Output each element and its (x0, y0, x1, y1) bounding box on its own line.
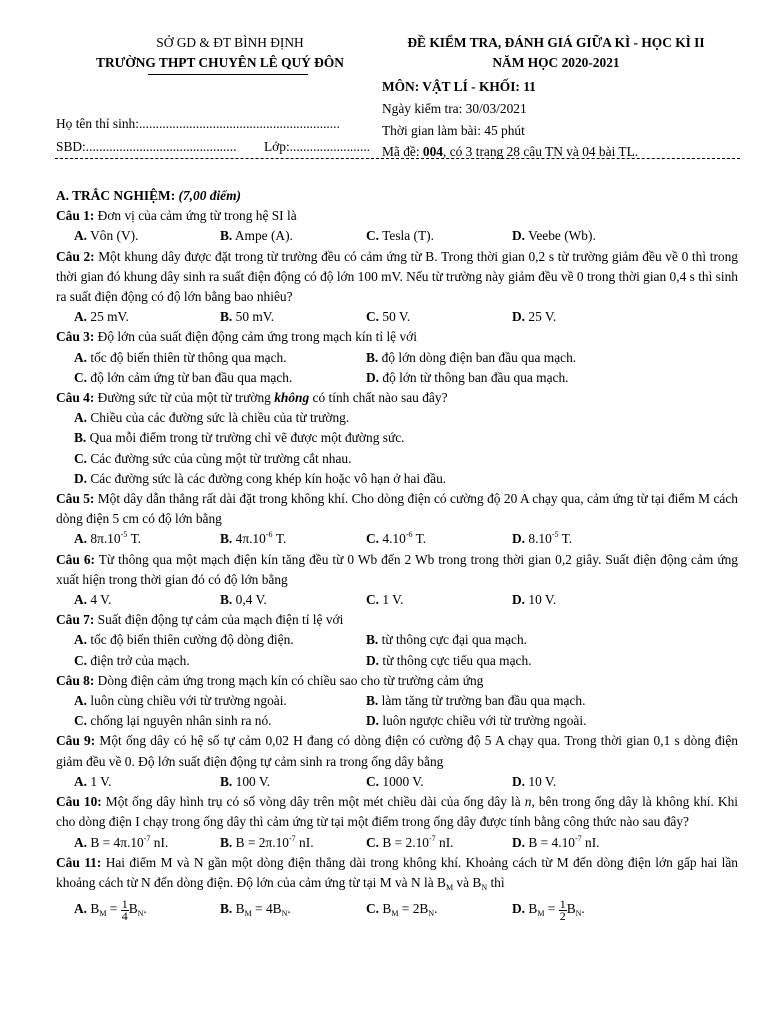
text: A. (74, 349, 88, 365)
option-b (220, 833, 366, 853)
text: Qua mỗi điểm trong từ trường chỉ vẽ được một đường sức. (86, 430, 405, 446)
text: 4 (121, 908, 128, 923)
text: T. (412, 531, 427, 547)
text: (7,00 điểm) (178, 188, 241, 203)
text: độ lớn cảm ứng từ ban đầu qua mạch. (87, 369, 293, 385)
option-c (56, 449, 738, 469)
text: B. (366, 632, 379, 648)
text: Câu 3: (56, 329, 95, 345)
text: Veebe (Wb). (525, 228, 596, 244)
exam-header (0, 0, 768, 170)
text: Câu 5: (56, 491, 95, 507)
option-c (366, 833, 512, 853)
text: M (391, 909, 399, 919)
text: A. (74, 592, 88, 608)
question-text (56, 206, 738, 226)
text: C. (366, 309, 380, 325)
option-d (512, 893, 658, 925)
text: A. (74, 228, 88, 244)
department-name: SỞ GD & ĐT BÌNH ĐỊNH (156, 35, 304, 50)
text: độ lớn từ thông ban đầu qua mạch. (379, 369, 569, 385)
option-a (74, 348, 366, 368)
text: B. (220, 592, 233, 608)
text: nI. (295, 834, 314, 850)
text: B (419, 901, 429, 917)
text: D. (74, 470, 88, 486)
option-a (74, 529, 220, 549)
option-c (366, 226, 512, 246)
question-text (56, 792, 738, 832)
text: Dòng điện cảm ứng trong mạch kín có chiều sao cho từ trường cảm ứng (94, 672, 484, 688)
text: C. (74, 713, 88, 729)
school-underline (148, 74, 308, 75)
text: làm tăng từ trường ban đầu qua mạch. (378, 693, 586, 709)
exam-code-suffix: , có 3 trang 28 câu TN và 04 bài TL. (443, 144, 639, 159)
text: T. (127, 531, 142, 547)
text: A. (74, 693, 88, 709)
question-text (56, 247, 738, 308)
question-1 (56, 206, 738, 246)
question-3 (56, 327, 738, 388)
text: -5 (551, 530, 559, 540)
option-d (56, 469, 738, 489)
text: C. (366, 773, 380, 789)
exam-code: 004 (422, 144, 443, 159)
text: N (481, 882, 488, 892)
option-group (56, 529, 738, 549)
text: . (143, 901, 147, 917)
text: độ lớn dòng điện ban đầu qua mạch. (378, 349, 577, 365)
text: D. (512, 309, 526, 325)
text: D. (366, 652, 380, 668)
text: N (575, 909, 582, 919)
question-5 (56, 489, 738, 550)
text: 10 V. (525, 773, 557, 789)
text: N (137, 909, 144, 919)
question-text (56, 671, 738, 691)
text: M (445, 882, 454, 892)
option-group (56, 893, 738, 925)
question-text (56, 388, 738, 408)
text: -6 (265, 530, 273, 540)
option-b (56, 428, 738, 448)
option-group (56, 711, 738, 731)
text: Đơn vị của cảm ứng từ trong hệ SI là (94, 208, 297, 224)
text: Ampe (A). (232, 228, 293, 244)
text: A. (74, 309, 88, 325)
text: B. (220, 901, 233, 917)
text: N (428, 909, 435, 919)
text: C. (74, 369, 88, 385)
text: Một ống dây hình trụ có số vòng dây trên một mét chiều dài của ống dây là (101, 794, 525, 810)
option-d (512, 833, 658, 853)
text: . (287, 901, 291, 917)
text: M (537, 909, 545, 919)
option-d (366, 711, 658, 731)
text: B (128, 901, 138, 917)
text: tốc độ biến thiên từ thông qua mạch. (87, 349, 287, 365)
class-field: Lớp:........................ (264, 139, 371, 154)
option-group (56, 651, 738, 671)
text: 8π.10 (87, 531, 121, 547)
text: Câu 6: (56, 551, 95, 567)
text: 4.10 (379, 531, 406, 547)
subject: MÔN: VẬT LÍ - KHỐI: 11 (382, 79, 536, 94)
text: . (434, 901, 438, 917)
option-a (74, 893, 220, 925)
text: C. (366, 901, 380, 917)
text: thì (487, 874, 505, 890)
option-c (366, 529, 512, 549)
option-a (74, 772, 220, 792)
text: 1 (559, 896, 566, 911)
exam-content (56, 186, 738, 925)
text: Đường sức từ của một từ trường (94, 390, 275, 406)
option-group (559, 896, 567, 923)
text: B. (220, 834, 233, 850)
student-name-field: Họ tên thí sinh:............................................................ (56, 116, 340, 131)
text: D. (366, 713, 380, 729)
text: D. (512, 901, 526, 917)
text: 2 (559, 908, 566, 923)
question-text (56, 550, 738, 590)
text: từ thông cực đại qua mạch. (378, 632, 528, 648)
text: 100 V. (232, 773, 271, 789)
text: -7 (289, 833, 296, 843)
text: A. (74, 632, 88, 648)
text: chống lại nguyên nhân sinh ra nó. (87, 713, 272, 729)
text: nI. (435, 834, 454, 850)
text: D. (512, 228, 526, 244)
text: A. TRẮC NGHIỆM: (56, 188, 179, 203)
option-b (366, 691, 658, 711)
text: 8.10 (525, 531, 552, 547)
text: Câu 4: (56, 390, 95, 406)
text: Độ lớn của suất điện động cảm ứng trong mạch kín tỉ lệ với (94, 329, 417, 345)
text: A. (74, 531, 88, 547)
text: 1 V. (87, 773, 112, 789)
text: M (99, 909, 107, 919)
text: -7 (575, 833, 582, 843)
options (56, 226, 738, 246)
option-d (512, 529, 658, 549)
text: B. (220, 228, 233, 244)
question-text (56, 327, 738, 347)
text: luôn ngược chiều với từ trường ngoài. (379, 713, 587, 729)
text: luôn cùng chiều với từ trường ngoài. (87, 693, 287, 709)
school-year: NĂM HỌC 2020-2021 (492, 55, 620, 70)
text: B (566, 901, 576, 917)
question-6 (56, 550, 738, 611)
text: T. (558, 531, 573, 547)
text: 25 V. (525, 309, 557, 325)
option-d (366, 651, 658, 671)
text: N (281, 909, 288, 919)
option-group (56, 691, 738, 711)
text: B = 4π.10 (87, 834, 144, 850)
option-b (366, 348, 658, 368)
option-c (366, 893, 512, 925)
text: Chiều của các đường sức là chiều của từ trường. (87, 410, 350, 426)
text: 25 mV. (87, 309, 129, 325)
text: 1 V. (379, 592, 404, 608)
text: Câu 9: (56, 733, 96, 749)
text: Câu 10: (56, 794, 102, 810)
text: A. (74, 410, 88, 426)
option-b (220, 307, 366, 327)
option-b (220, 772, 366, 792)
options (56, 307, 738, 327)
text: = (544, 901, 559, 917)
option-c (366, 590, 512, 610)
option-c (74, 368, 366, 388)
text: 50 mV. (232, 309, 275, 325)
question-7 (56, 610, 738, 671)
student-id-field: SBD:............................................. (56, 139, 237, 154)
option-a (74, 833, 220, 853)
text: , bên trong ống dây là không khí. Khi cho dòng điện I chạy trong ống dây thì cảm ứng từ tại một điểm trong ống dây được tính bằng công thức nào sau đây? (56, 794, 738, 830)
question-8 (56, 671, 738, 732)
text: 1000 V. (379, 773, 424, 789)
text: M (244, 909, 252, 919)
text: nI. (150, 834, 169, 850)
option-c (74, 651, 366, 671)
header-divider (55, 158, 740, 159)
text: Câu 7: (56, 612, 95, 628)
text: 10 V. (525, 592, 557, 608)
text: Câu 11: (56, 854, 102, 870)
text: B. (220, 773, 233, 789)
text: D. (512, 592, 526, 608)
option-c (366, 772, 512, 792)
exam-date: Ngày kiểm tra: 30/03/2021 (382, 101, 527, 116)
text: B (90, 901, 100, 917)
question-10 (56, 792, 738, 853)
text: D. (366, 369, 380, 385)
text: -5 (120, 530, 128, 540)
text: Câu 8: (56, 672, 95, 688)
option-a (74, 630, 366, 650)
text: Hai điểm M và N gần một dòng điện thẳng dài trong không khí. Khoảng cách từ M đến dòng điện lớn gấp hai lần khoảng cách từ N đến dòng điện. Độ lớn của cảm ứng từ tại M và N là B (56, 854, 738, 890)
text: Các đường sức là các đường cong khép kín hoặc vô hạn ở hai đầu. (87, 470, 447, 486)
text: -7 (429, 833, 436, 843)
option-a (74, 226, 220, 246)
option-a (74, 590, 220, 610)
option-d (512, 772, 658, 792)
text: B (235, 901, 245, 917)
text: B (272, 901, 282, 917)
text: từ thông cực tiểu qua mạch. (379, 652, 532, 668)
text: C. (74, 450, 88, 466)
option-b (220, 590, 366, 610)
question-text (56, 610, 738, 630)
text: B. (220, 531, 233, 547)
text: . (581, 901, 585, 917)
option-b (366, 630, 658, 650)
text: B. (366, 349, 379, 365)
text: tốc độ biến thiên cường độ dòng điện. (87, 632, 294, 648)
text: 0,4 V. (232, 592, 267, 608)
text: C. (366, 531, 380, 547)
text: B (528, 901, 538, 917)
text: B. (366, 693, 379, 709)
text: B = 4.10 (525, 834, 575, 850)
text: D. (512, 834, 526, 850)
text: = 2 (398, 901, 420, 917)
option-a (74, 307, 220, 327)
text: Một ống dây có hệ số tự cảm 0,02 H đang có dòng điện có cường độ 5 A chạy qua. Trong thời gian 0,1 s dòng điện giảm đều về 0. Độ lớn suất điện động tự cảm sinh ra trong ống dây bằng (56, 733, 738, 769)
text: 50 V. (379, 309, 411, 325)
text: không (274, 390, 310, 406)
text: T. (272, 531, 287, 547)
text: Một khung dây được đặt trong từ trường đều có cảm ứng từ B. Trong thời gian 0,2 s từ trường giảm đều về 0 thì trong thời gian đó khung dây sinh ra suất điện động có độ lớn 100 mV. Nếu từ trường này giảm đều về 0 trong thời gian 0,4 s thì sinh ra suất điện động có độ lớn bằng bao nhiêu? (56, 248, 738, 305)
section-title (56, 186, 738, 206)
text: Các đường sức của cùng một từ trường cắt nhau. (87, 450, 352, 466)
text: Tesla (T). (379, 228, 434, 244)
text: D. (512, 531, 526, 547)
text: C. (366, 834, 380, 850)
option-c (74, 711, 366, 731)
option-c (366, 307, 512, 327)
option-d (512, 307, 658, 327)
option-d (512, 226, 658, 246)
option-group (56, 630, 738, 650)
question-text (56, 731, 738, 771)
text: Câu 2: (56, 248, 95, 264)
text: B = 2.10 (379, 834, 429, 850)
text: 4π.10 (232, 531, 266, 547)
text: Một dây dẫn thẳng rất dài đặt trong không khí. Cho dòng điện có cường độ 20 A chạy qua, cảm ứng từ tại điểm M cách dòng điện 5 cm có độ lớn bằng (56, 491, 738, 527)
text: n (524, 794, 532, 810)
text: D. (512, 773, 526, 789)
option-a (56, 408, 738, 428)
exam-duration: Thời gian làm bài: 45 phút (382, 123, 525, 138)
text: A. (74, 834, 88, 850)
text: B (382, 901, 392, 917)
option-d (366, 368, 658, 388)
option-b (220, 893, 366, 925)
exam-title: ĐỀ KIỂM TRA, ĐÁNH GIÁ GIỮA KÌ - HỌC KÌ II (407, 35, 705, 50)
text: B = 2π.10 (232, 834, 290, 850)
option-group (56, 348, 738, 368)
text: 4 V. (87, 592, 112, 608)
question-9 (56, 731, 738, 792)
school-name: TRƯỜNG THPT CHUYÊN LÊ QUÝ ĐÔN (96, 55, 344, 70)
option-group (121, 896, 129, 923)
text: 1 (121, 896, 128, 911)
question-4 (56, 388, 738, 489)
text: Vôn (V). (87, 228, 139, 244)
option-d (512, 590, 658, 610)
text: C. (366, 592, 380, 608)
option-b (220, 226, 366, 246)
option-group (56, 833, 738, 853)
text: và B (453, 874, 482, 890)
text: B. (220, 309, 233, 325)
text: điện trở của mạch. (87, 652, 190, 668)
text: A. (74, 773, 88, 789)
text: C. (74, 652, 88, 668)
text: B. (74, 430, 87, 446)
question-11 (56, 853, 738, 925)
text: -6 (405, 530, 413, 540)
text: Từ thông qua một mạch điện kín tăng đều từ 0 Wb đến 2 Wb trong trong thời gian 0,2 giây. Suất điện động cảm ứng xuất hiện trong thời gian đó có độ lớn bằng (56, 551, 738, 587)
text: có tính chất nào sau đây? (309, 390, 448, 406)
text: C. (366, 228, 380, 244)
option-group (56, 590, 738, 610)
text: nI. (581, 834, 600, 850)
text: = 4 (251, 901, 273, 917)
text: = (106, 901, 121, 917)
text: Suất điện động tự cảm của mạch điện tỉ lệ với (94, 612, 344, 628)
text: A. (74, 901, 88, 917)
question-text (56, 489, 738, 529)
option-group (56, 368, 738, 388)
question-2 (56, 247, 738, 328)
text: -7 (143, 833, 151, 843)
exam-code-prefix: Mã đề: (382, 144, 423, 159)
question-text (56, 853, 738, 893)
option-a (74, 691, 366, 711)
option-b (220, 529, 366, 549)
option-group (56, 772, 738, 792)
text: Câu 1: (56, 208, 95, 224)
